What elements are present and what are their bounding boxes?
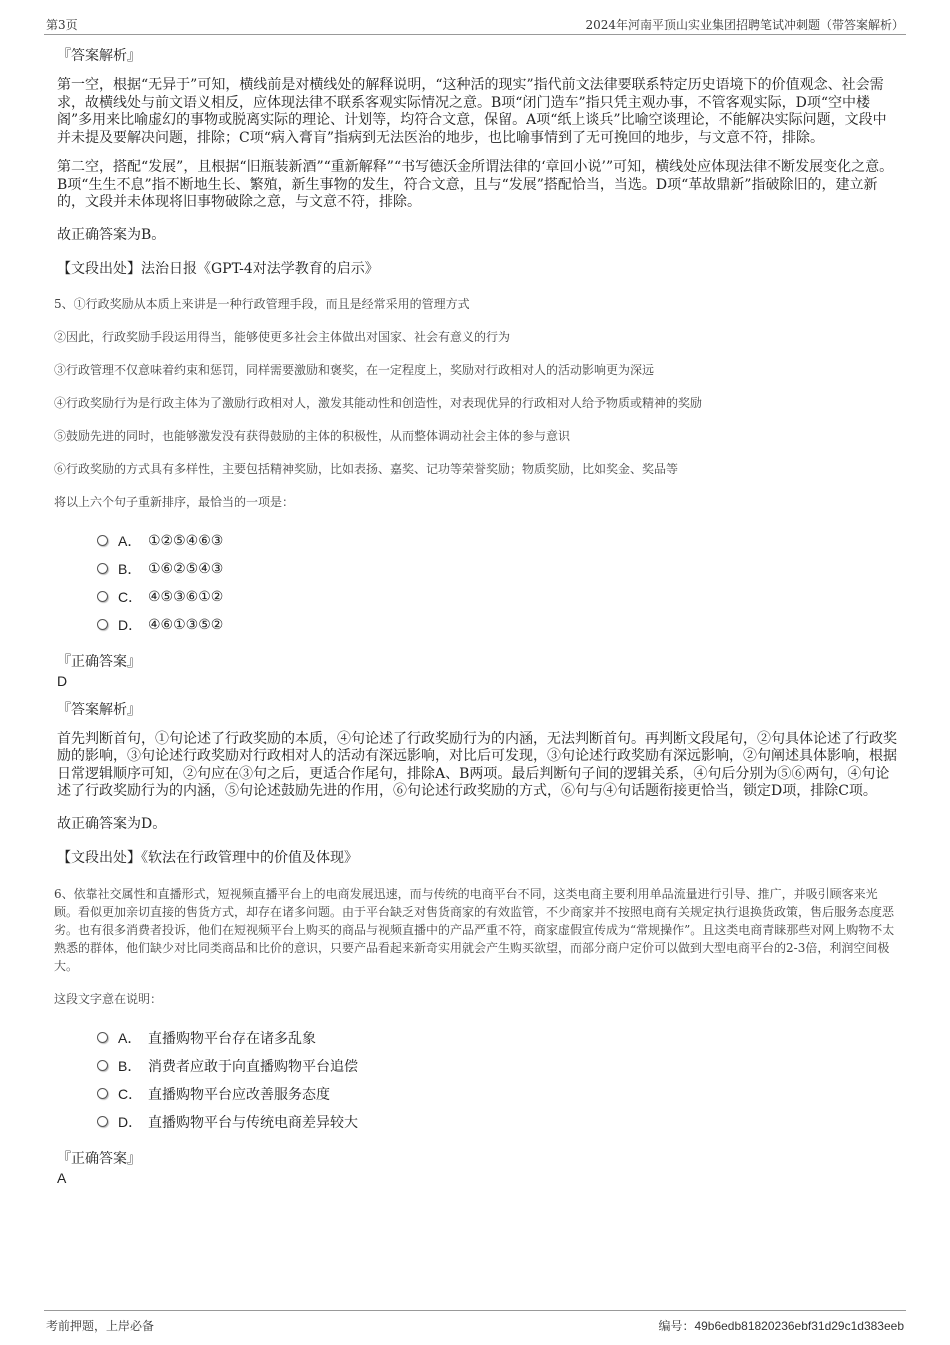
option-text: ①⑥②⑤④③ <box>148 560 224 577</box>
question-6 <box>54 885 897 1007</box>
option-text: ④⑥①③⑤② <box>148 616 224 633</box>
q5-sentence: 5、①行政奖励从本质上来讲是一种行政管理手段，而且是经常采用的管理方式 <box>54 296 470 311</box>
q6-options <box>97 1024 897 1136</box>
option-letter: D． <box>118 616 143 633</box>
question-5 <box>54 296 897 510</box>
radio-button[interactable] <box>97 563 108 574</box>
q5-sentence: ⑥行政奖励的方式具有多样性，主要包括精神奖励，比如表扬、嘉奖、记功等荣誉奖励；物质奖励，比如奖金、奖品等 <box>54 461 679 476</box>
q5-option-a[interactable] <box>97 527 897 555</box>
option-text: 直播购物平台与传统电商差异较大 <box>148 1114 358 1131</box>
q6-prompt: 这段文字意在说明： <box>54 991 163 1006</box>
q4-analysis-paragraph-2: 第二空，搭配“发展”，且根据“旧瓶装新酒”“重新解释”“书写德沃金所谓法律的‘章回小说’”可知，横线处应体现法律不断发展变化之意。B项“生生不息”指不断地生长、繁殖，新生事物的发生，符合文意，且与“发展”搭配恰当，当选。D项“革故鼎新”指破除旧的，建立新的，文段并未体现将旧事物破除之意，与文意不符，排除。 <box>57 159 894 210</box>
radio-button[interactable] <box>97 1088 108 1099</box>
q6-correct-label: 『正确答案』 <box>57 1150 141 1167</box>
radio-button[interactable] <box>97 1060 108 1071</box>
radio-button[interactable] <box>97 535 108 546</box>
q5-option-c[interactable] <box>97 583 897 611</box>
option-text: 消费者应敢于向直播购物平台追偿 <box>148 1058 358 1075</box>
q5-option-d[interactable] <box>97 611 897 639</box>
radio-button[interactable] <box>97 591 108 602</box>
q6-option-d[interactable] <box>97 1108 897 1136</box>
option-letter: C． <box>118 1085 143 1102</box>
document-body <box>54 45 897 1196</box>
q4-conclusion: 故正确答案为B。 <box>57 226 166 243</box>
option-letter: C． <box>118 588 143 605</box>
footer-slogan: 考前押题，上岸必备 <box>46 1319 155 1333</box>
q6-option-c[interactable] <box>97 1080 897 1108</box>
document-code: 编号：49b6edb81820236ebf31d29c1d383eeb <box>658 1319 904 1333</box>
page-footer <box>44 1310 906 1337</box>
q5-sentence: ⑤鼓励先进的同时，也能够激发没有获得鼓励的主体的积极性，从而整体调动社会主体的参与意识 <box>54 428 571 443</box>
option-letter: D． <box>118 1113 143 1130</box>
option-letter: B． <box>118 1057 142 1074</box>
q4-analysis-label: 『答案解析』 <box>57 48 141 64</box>
option-letter: A． <box>118 1029 142 1046</box>
q5-correct-label: 『正确答案』 <box>57 653 141 670</box>
q4-analysis-paragraph-1: 第一空，根据“无异于”可知，横线前是对横线处的解释说明，“这种活的现实”指代前文法律要联系特定历史语境下的价值观念、社会需求，故横线处与前文语义相反，应体现法律不联系客观实际情况之意。B项“闭门造车”指只凭主观办事，不管客观实际，D项“空中楼阁”多用来比喻虚幻的事物或脱离实际的理论、计划等，均符合文意，保留。A项“纸上谈兵”比喻空谈理论，不能解决实际问题，文段中并未提及要解决问题，排除；C项“病入膏肓”指病到无法医治的地步，也比喻事情到了无可挽回的地步，与文意不符，排除。 <box>57 77 887 146</box>
document-title: 2024年河南平顶山实业集团招聘笔试冲刺题（带答案解析） <box>585 18 904 32</box>
q4-source: 【文段出处】法治日报《GPT-4对法学教育的启示》 <box>57 260 379 277</box>
q5-analysis-paragraph: 首先判断首句，①句论述了行政奖励的本质，④句论述了行政奖励行为的内涵，无法判断首句。再判断文段尾句，②句具体论述了行政奖励的影响，③句论述行政奖励对行政相对人的活动有深远影响，对比后可发现，③句论述行政奖励有深远影响，②句阐述具体影响，根据日常逻辑顺序可知，②句应在③句之后，更适合作尾句，排除A、B两项。最后判断句子间的逻辑关系，④句后分别为⑤⑥两句，④句论述了行政奖励行为的内涵，⑤句论述鼓励先进的作用，⑥句论述行政奖励的方式，⑥句与④句话题衔接更恰当，锁定D项，排除C项。 <box>57 730 897 799</box>
q5-conclusion: 故正确答案为D。 <box>57 815 167 832</box>
q5-analysis-label: 『答案解析』 <box>57 701 141 718</box>
page-header <box>44 14 906 35</box>
page-number: 第3页 <box>46 18 78 32</box>
q5-sentence: ④行政奖励行为是行政主体为了激励行政相对人，激发其能动性和创造性，对表现优异的行政相对人给予物质或精神的奖励 <box>54 395 703 410</box>
option-text: 直播购物平台存在诸多乱象 <box>148 1030 316 1047</box>
q6-passage: 6、依靠社交属性和直播形式，短视频直播平台上的电商发展迅速，而与传统的电商平台不同，这类电商主要利用单品流量进行引导、推广，并吸引顾客来光顾。看似更加亲切直接的售货方式，却存在诸多问题。由于平台缺乏对售货商家的有效监管，不少商家并不按照电商有关规定执行退换货政策，售后服务态度恶劣。也有很多消费者投诉，他们在短视频平台上购买的商品与视频直播中的产品严重不符，商家虚假宣传成为“常规操作”。且这类电商青睐那些对网上购物不太熟悉的群体，他们缺少对比同类商品和比价的意识，只要产品看起来新奇实用就会产生购买欲望，而部分商户定价可以做到大型电商平台的2-3倍，利润空间极大。 <box>54 886 895 973</box>
q5-prompt: 将以上六个句子重新排序，最恰当的一项是： <box>54 494 295 509</box>
radio-button[interactable] <box>97 619 108 630</box>
option-letter: A． <box>118 532 142 549</box>
q6-correct-answer: A <box>57 1169 67 1186</box>
option-letter: B． <box>118 560 142 577</box>
q6-option-a[interactable] <box>97 1024 897 1052</box>
q5-correct-answer: D <box>57 672 68 689</box>
option-text: ④⑤③⑥①② <box>148 588 224 605</box>
q5-options <box>97 527 897 639</box>
q5-source: 【文段出处】《软法在行政管理中的价值及体现》 <box>57 849 358 866</box>
radio-button[interactable] <box>97 1032 108 1043</box>
q5-sentence: ③行政管理不仅意味着约束和惩罚，同样需要激励和褒奖，在一定程度上，奖励对行政相对人的活动影响更为深远 <box>54 362 655 377</box>
q5-sentence: ②因此，行政奖励手段运用得当，能够使更多社会主体做出对国家、社会有意义的行为 <box>54 329 511 344</box>
q6-option-b[interactable] <box>97 1052 897 1080</box>
q5-option-b[interactable] <box>97 555 897 583</box>
radio-button[interactable] <box>97 1116 108 1127</box>
option-text: 直播购物平台应改善服务态度 <box>148 1086 330 1103</box>
option-text: ①②⑤④⑥③ <box>148 532 224 549</box>
